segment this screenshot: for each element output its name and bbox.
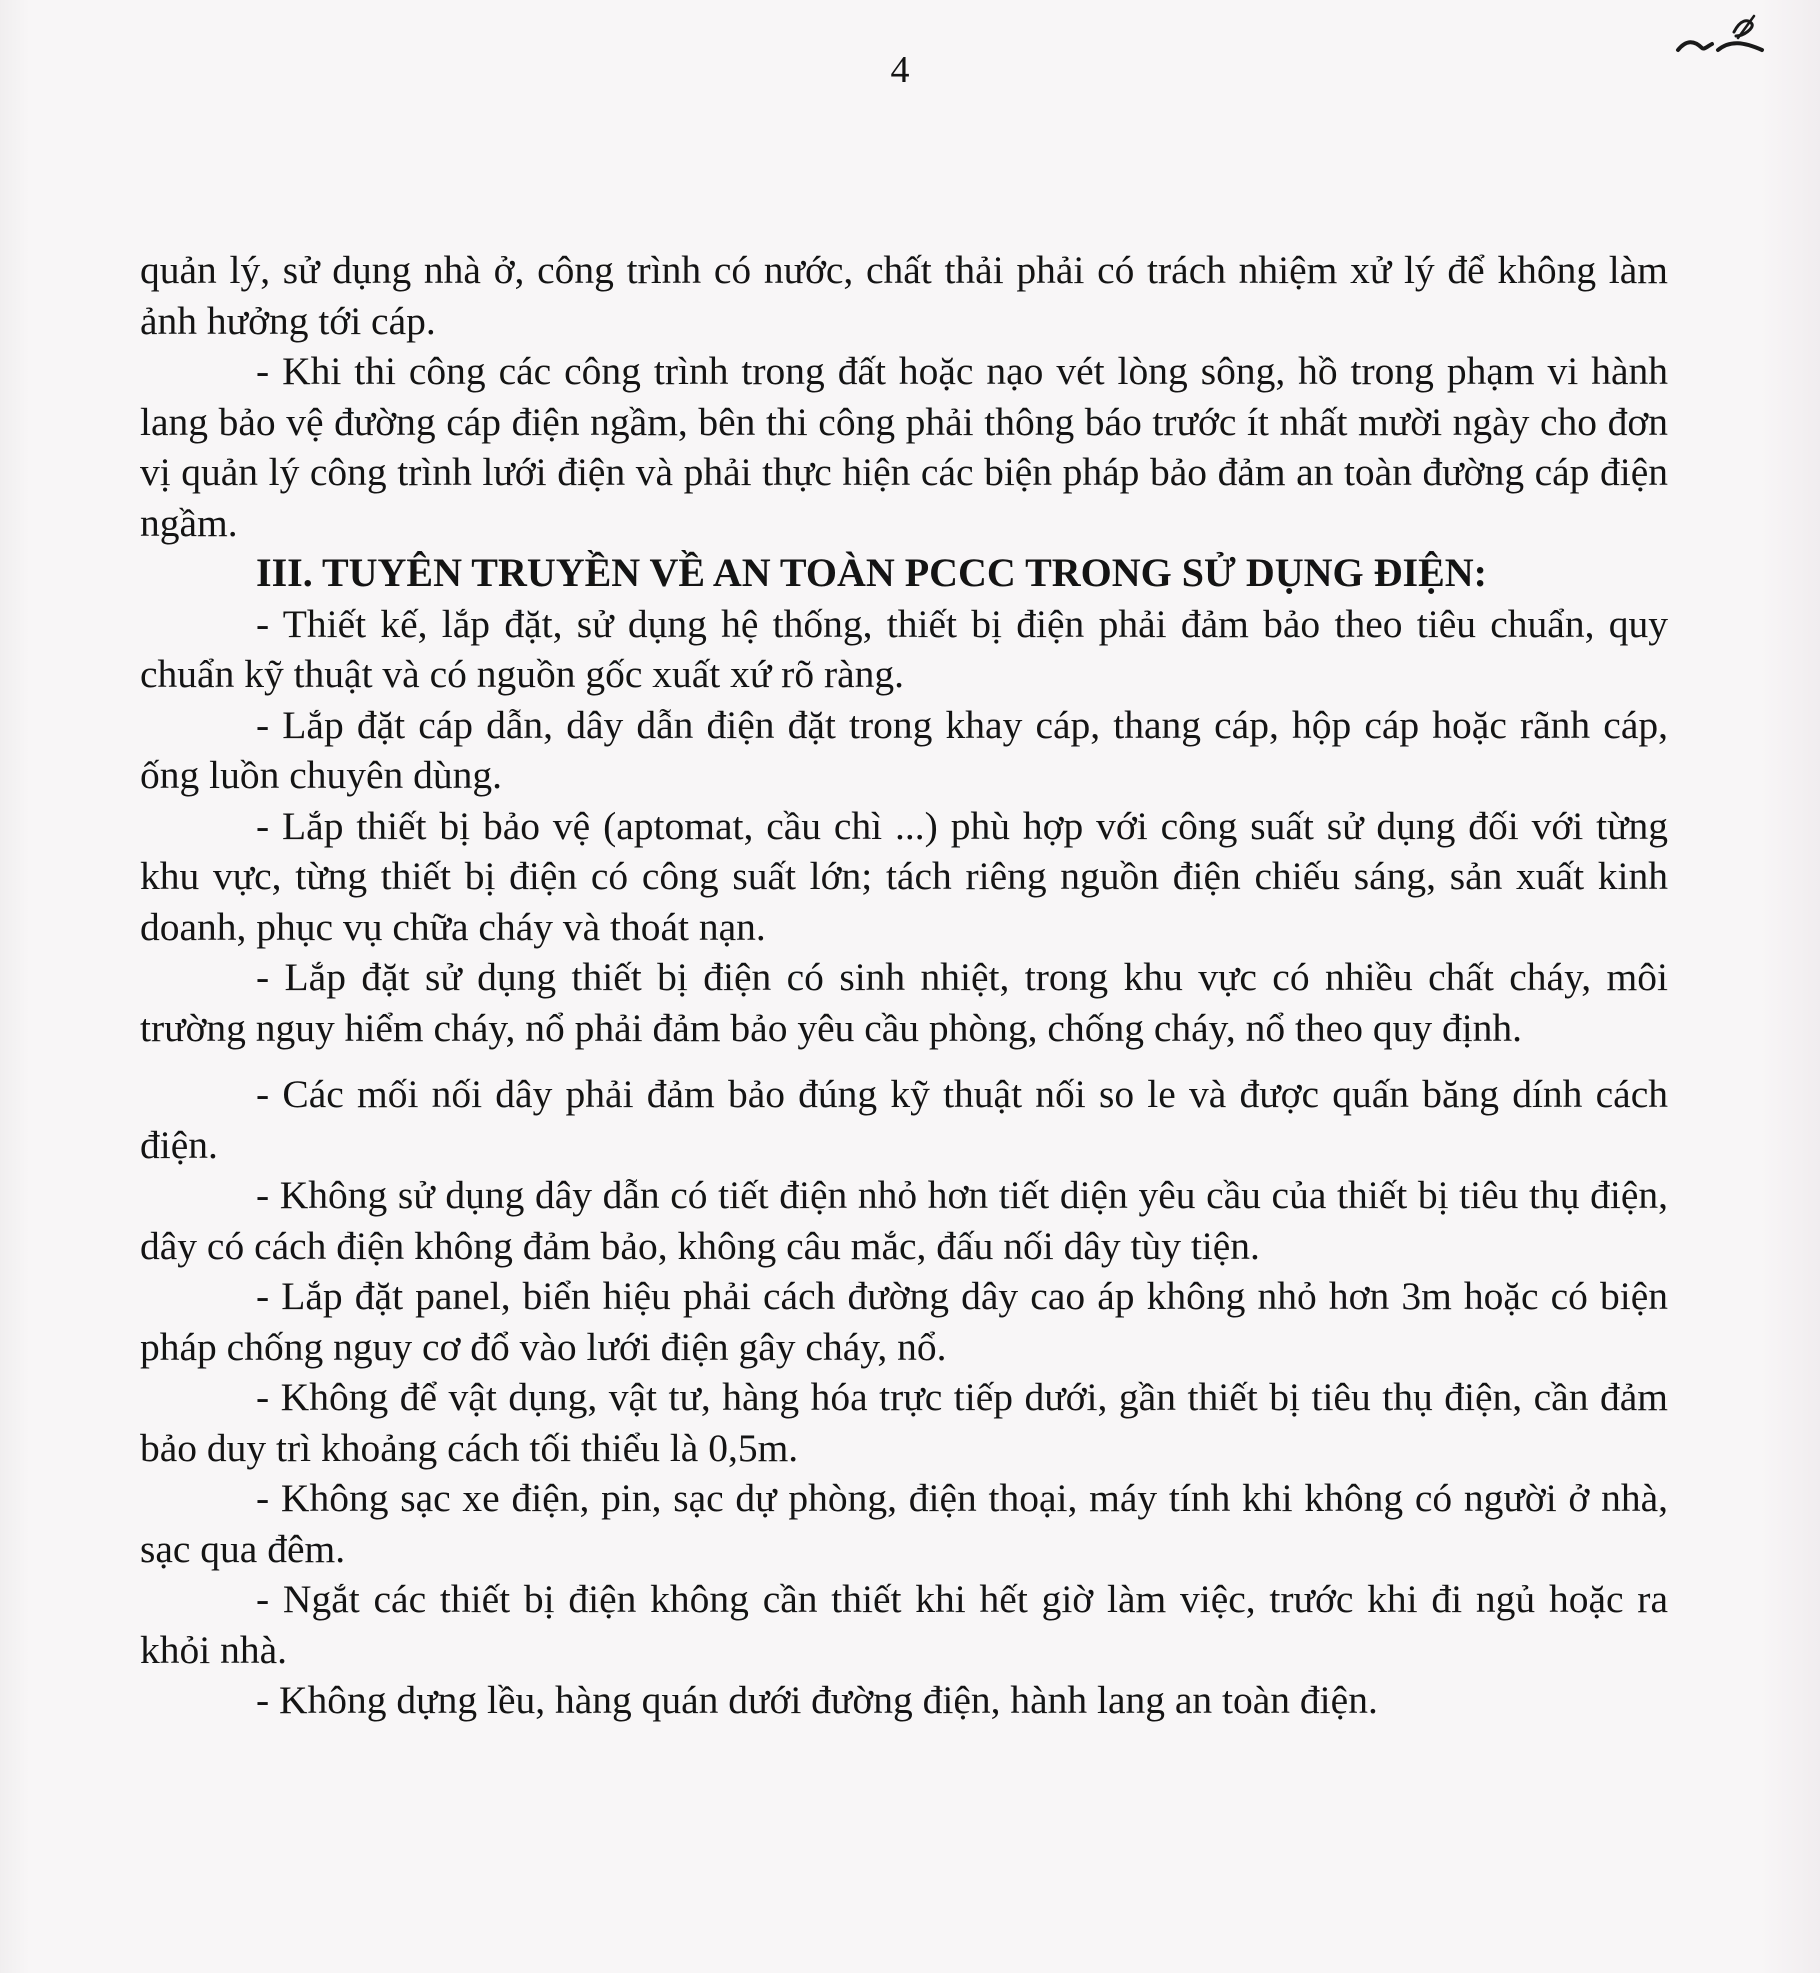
list-item-protection-devices: - Lắp thiết bị bảo vệ (aptomat, cầu chì ...) phù hợp với công suất sử dụng đối với từng khu vực, từng thiết bị điện có công suất lớn; tách riêng nguồn điện chiếu sáng, sản xuất kinh doanh, phục vụ chữa cháy và thoát nạn. [140,803,1668,949]
document-body [140,245,1668,1726]
list-item-clearance: - Không để vật dụng, vật tư, hàng hóa trực tiếp dưới, gần thiết bị tiêu thụ điện, cần đảm bảo duy trì khoảng cách tối thiểu là 0,5m. [140,1375,1668,1470]
list-item-heat-devices: - Lắp đặt sử dụng thiết bị điện có sinh nhiệt, trong khu vực có nhiều chất cháy, môi trường nguy hiểm cháy, nổ phải đảm bảo yêu cầu phòng, chống cháy, nổ theo quy định. [140,955,1668,1050]
list-item-design-install: - Thiết kế, lắp đặt, sử dụng hệ thống, thiết bị điện phải đảm bảo theo tiêu chuẩn, quy chuẩn kỹ thuật và có nguồn gốc xuất xứ rõ ràng. [140,601,1668,696]
section-heading: III. TUYÊN TRUYỀN VỀ AN TOÀN PCCC TRONG SỬ DỤNG ĐIỆN: [256,550,1487,595]
paragraph-continuation: quản lý, sử dụng nhà ở, công trình có nước, chất thải phải có trách nhiệm xử lý để không làm ảnh hưởng tới cáp. [140,248,1668,343]
list-item-charging: - Không sạc xe điện, pin, sạc dự phòng, điện thoại, máy tính khi không có người ở nhà, sạc qua đêm. [140,1476,1668,1571]
list-item-disconnect: - Ngắt các thiết bị điện không cần thiết khi hết giờ làm việc, trước khi đi ngủ hoặc ra khỏi nhà. [140,1577,1668,1672]
list-item-cable-trays: - Lắp đặt cáp dẫn, dây dẫn điện đặt trong khay cáp, thang cáp, hộp cáp hoặc rãnh cáp, ống luồn chuyên dùng. [140,702,1668,797]
paragraph-underground-cable: - Khi thi công các công trình trong đất hoặc nạo vét lòng sông, hồ trong phạm vi hành lang bảo vệ đường cáp điện ngầm, bên thi công phải thông báo trước ít nhất mười ngày cho đơn vị quản lý công trình lưới điện và phải thực hiện các biện pháp bảo đảm an toàn đường cáp điện ngầm. [140,349,1668,545]
handwritten-initial-mark [1674,10,1770,70]
list-item-no-stalls: - Không dựng lều, hàng quán dưới đường điện, hành lang an toàn điện. [256,1678,1378,1722]
list-item-wire-size: - Không sử dụng dây dẫn có tiết điện nhỏ hơn tiết diện yêu cầu của thiết bị tiêu thụ điện, dây có cách điện không đảm bảo, không câu mắc, đấu nối dây tùy tiện. [140,1173,1668,1268]
list-item-panel-signs: - Lắp đặt panel, biển hiệu phải cách đường dây cao áp không nhỏ hơn 3m hoặc có biện pháp chống nguy cơ đổ vào lưới điện gây cháy, nổ. [140,1274,1668,1369]
list-item-wire-joints: - Các mối nối dây phải đảm bảo đúng kỹ thuật nối so le và được quấn băng dính cách điện. [140,1072,1668,1167]
page-number: 4 [890,49,910,91]
